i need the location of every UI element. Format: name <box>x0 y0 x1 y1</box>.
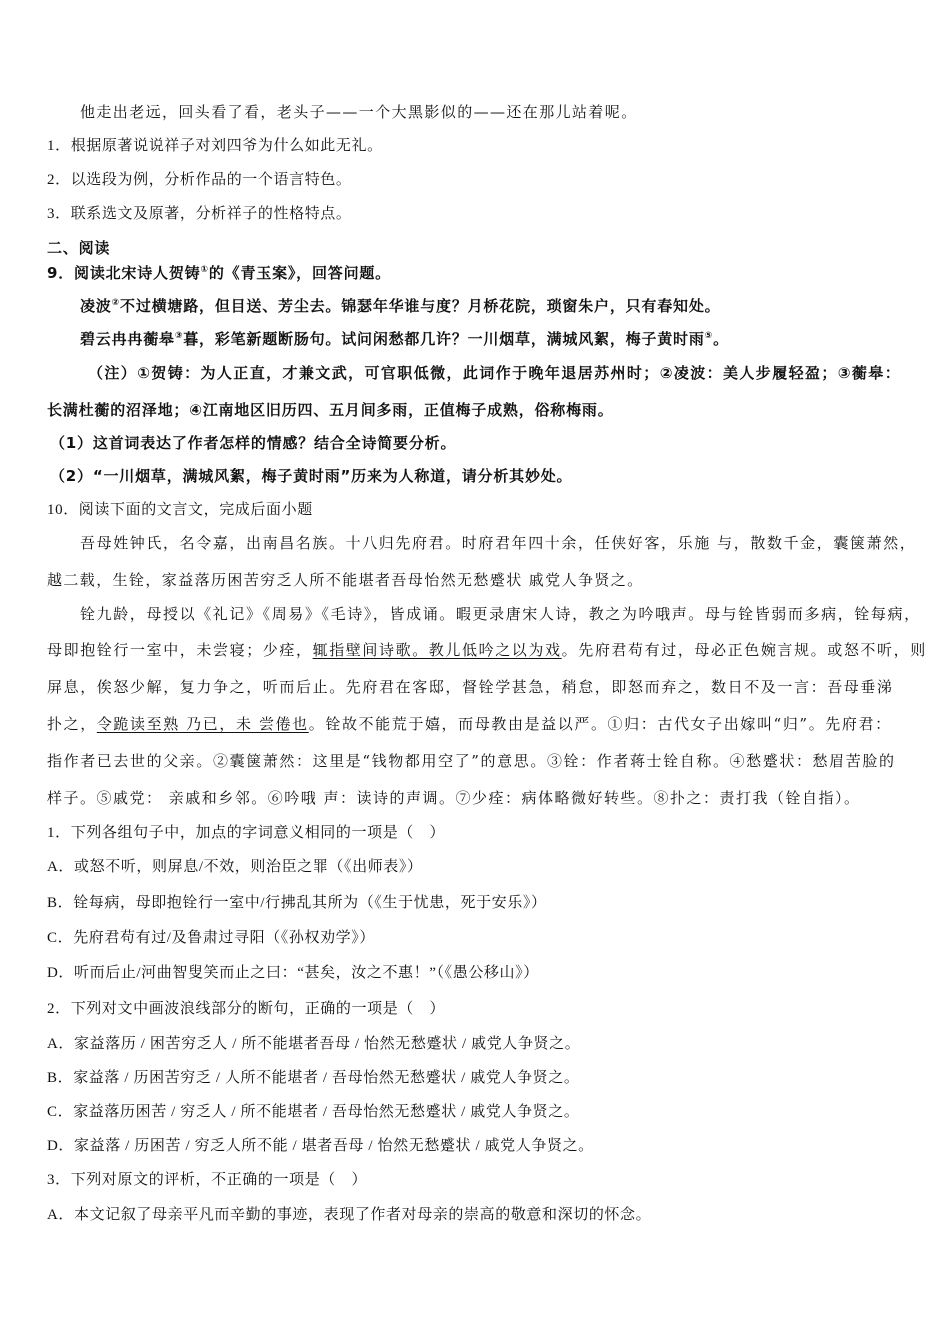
q8-item-3: 3．联系选文及原著，分析祥子的性格特点。 <box>47 206 352 222</box>
q10-prompt: 10．阅读下面的文言文，完成后面小题 <box>47 502 313 518</box>
q10-para2-line-2: 母即抱铨行一室中，未尝寝；少痊，辄指壁间诗歌。教儿低吟之以为戏。先府君苟有过，母必正色婉言规。或怒不听，则 <box>47 641 927 659</box>
q10-sub2-option-d: D．家益落 / 历困苦 / 穷乏人所不能 / 堪者吾母 / 怡然无愁蹙状 / 戚党人争贤之。 <box>47 1138 594 1154</box>
q9-note-line-1: （注）①贺铸：为人正直，才兼文武，可官职低微，此词作于晚年退居苏州时；②凌波：美人步履轻盈；③蘅皋： <box>88 364 902 382</box>
q9-poem-line-2: 碧云冉冉蘅皋③暮，彩笔新题断肠句。试问闲愁都几许？一川烟草，满城风絮，梅子黄时雨⑤。 <box>80 330 729 348</box>
q9-note-line-2: 长满杜蘅的沼泽地；④江南地区旧历四、五月间多雨，正值梅子成熟，俗称梅雨。 <box>47 401 614 419</box>
q10-para2-line-5: 指作者已去世的父亲。②囊箧萧然：这里是“钱物都用空了”的意思。③铨：作者蒋士铨自称。④愁蹙状：愁眉苦脸的 <box>47 752 896 770</box>
q10-sub1-option-d: D．听而后止/河曲智叟笑而止之曰：“甚矣，汝之不惠！”（《愚公移山》） <box>47 965 539 981</box>
q10-underlined-phrase-1: 辄指壁间诗歌。教儿低吟之以为戏 <box>312 641 562 659</box>
q9-prompt: 9．阅读北宋诗人贺铸①的《青玉案》，回答问题。 <box>47 264 391 282</box>
q10-sub1-stem: 1．下列各组句子中，加点的字词意义相同的一项是（ ） <box>47 825 446 841</box>
q8-item-1: 1．根据原著说说祥子对刘四爷为什么如此无礼。 <box>47 138 383 154</box>
q10-sub1-option-a: A．或怒不听，则屏息/不效，则治臣之罪（《出师表》） <box>47 859 423 875</box>
q10-para1-line-2: 越二载，生铨，家益落历困苦穷乏人所不能堪者吾母怡然无愁蹙状 戚党人争贤之。 <box>47 571 644 589</box>
q10-sub3-option-a: A．本文记叙了母亲平凡而辛勤的事迹，表现了作者对母亲的崇高的敬意和深切的怀念。 <box>47 1207 652 1223</box>
q10-sub1-option-c: C．先府君苟有过/及鲁肃过寻阳（《孙权劝学》） <box>47 930 375 946</box>
q10-underlined-phrase-2: 令跪读至熟 乃已，未 尝倦也 <box>96 715 309 733</box>
q10-para2-line-3: 屏息，俟怒少解，复力争之，听而后止。先府君在客邸，督铨学甚急，稍怠，即怒而弃之，数日不及一言：吾母垂涕 <box>47 678 894 696</box>
passage-tail: 他走出老远，回头看了看，老头子——一个大黑影似的——还在那儿站着呢。 <box>80 103 638 121</box>
q9-sub-2: （2）“一川烟草，满城风絮，梅子黄时雨”历来为人称道，请分析其妙处。 <box>50 467 573 485</box>
q8-item-2: 2．以选段为例，分析作品的一个语言特色。 <box>47 172 352 188</box>
q10-para1-line-1: 吾母姓钟氏，名令嘉，出南昌名族。十八归先府君。时府君年四十余，任侠好客，乐施 与，散数千金，囊箧萧然， <box>80 534 917 552</box>
q10-sub3-stem: 3．下列对原文的评析，不正确的一项是（ ） <box>47 1172 368 1188</box>
q10-sub2-option-c: C．家益落历困苦 / 穷乏人 / 所不能堪者 / 吾母怡然无愁蹙状 / 戚党人争贤之。 <box>47 1104 580 1120</box>
q10-sub2-option-a: A．家益落历 / 困苦穷乏人 / 所不能堪者吾母 / 怡然无愁蹙状 / 戚党人争贤之。 <box>47 1036 581 1052</box>
q9-sub-1: （1）这首词表达了作者怎样的情感？结合全诗简要分析。 <box>50 434 457 452</box>
q10-sub1-option-b: B．铨每病，母即抱铨行一室中/行拂乱其所为（《生于忧患，死于安乐》） <box>47 895 547 911</box>
section-title: 二、阅读 <box>47 239 111 257</box>
q9-poem-line-1: 凌波②不过横塘路，但目送、芳尘去。锦瑟年华谁与度？月桥花院，琐窗朱户，只有春知处。 <box>80 297 721 315</box>
q10-sub2-option-b: B．家益落 / 历困苦穷乏 / 人所不能堪者 / 吾母怡然无愁蹙状 / 戚党人争贤之。 <box>47 1070 580 1086</box>
q10-para2-line-1: 铨九龄，母授以《礼记》《周易》《毛诗》，皆成诵。暇更录唐宋人诗，教之为吟哦声。母与铨皆弱而多病，铨每病， <box>80 605 921 623</box>
q10-para2-line-6: 样子。⑤戚党： 亲戚和乡邻。⑥吟哦 声：读诗的声调。⑦少痊：病体略微好转些。⑧扑之：责打我（铨自指）。 <box>47 789 861 807</box>
q10-sub2-stem: 2．下列对文中画波浪线部分的断句，正确的一项是（ ） <box>47 1001 446 1017</box>
q10-para2-line-4: 扑之，令跪读至熟 乃已，未 尝倦也。铨故不能荒于嬉，而母教由是益以严。①归：古代女子出嫁叫“归”。先府君： <box>47 715 892 733</box>
